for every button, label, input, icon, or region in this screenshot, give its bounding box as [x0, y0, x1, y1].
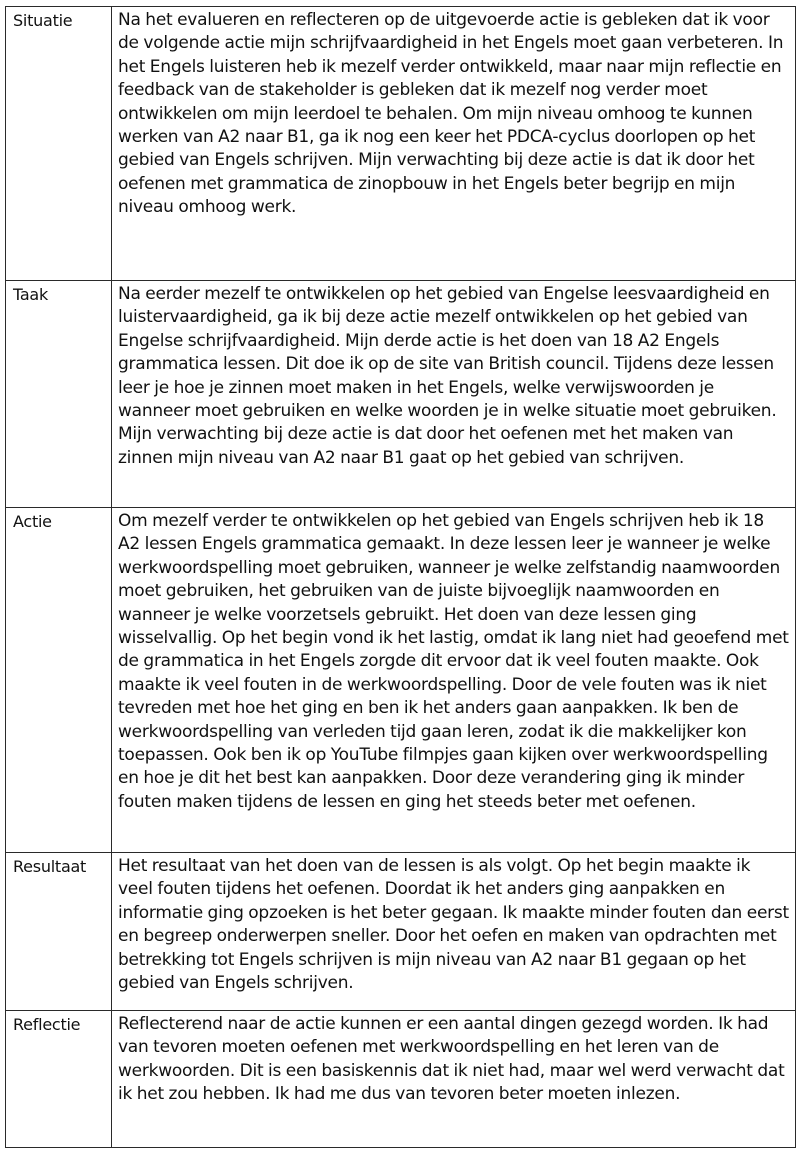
row-label-resultaat: Resultaat [6, 853, 112, 1011]
row-text-reflectie: Reflecterend naar de actie kunnen er een aantal dingen gezegd worden. Ik had van tevoren moeten oefenen met werkwoordspelling en het leren van de werkwoorden. Dit is een basiskennis dat ik niet had, maar wel werd verwacht dat ik het zou hebben. Ik had me dus van tevoren beter moeten inlezen. [112, 1011, 796, 1148]
row-label-actie: Actie [6, 508, 112, 853]
row-text-resultaat: Het resultaat van het doen van de lessen is als volgt. Op het begin maakte ik veel fouten tijdens het oefenen. Doordat ik het anders ging aanpakken en informatie ging opzoeken is het beter gegaan. Ik maakte minder fouten dan eerst en begreep onderwerpen sneller. Door het oefen en maken van opdrachten met betrekking tot Engels schrijven is mijn niveau van A2 naar B1 gegaan op het gebied van Engels schrijven. [112, 853, 796, 1011]
table-row-taak [6, 281, 796, 508]
row-label-reflectie: Reflectie [6, 1011, 112, 1148]
row-text-situatie: Na het evalueren en reflecteren op de uitgevoerde actie is gebleken dat ik voor de volgende actie mijn schrijfvaardigheid in het Engels moet gaan verbeteren. In het Engels luisteren heb ik mezelf verder ontwikkeld, maar naar mijn reflectie en feedback van de stakeholder is gebleken dat ik mezelf nog verder moet ontwikkelen om mijn leerdoel te behalen. Om mijn niveau omhoog te kunnen werken van A2 naar B1, ga ik nog een keer het PDCA-cyclus doorlopen op het gebied van Engels schrijven. Mijn verwachting bij deze actie is dat ik door het oefenen met grammatica de zinopbouw in het Engels beter begrijp en mijn niveau omhoog werk. [112, 7, 796, 281]
reflection-table [5, 6, 796, 1148]
row-text-taak: Na eerder mezelf te ontwikkelen op het gebied van Engelse leesvaardigheid en luistervaardigheid, ga ik bij deze actie mezelf ontwikkelen op het gebied van Engelse schrijfvaardigheid. Mijn derde actie is het doen van 18 A2 Engels grammatica lessen. Dit doe ik op de site van British council. Tijdens deze lessen leer je hoe je zinnen moet maken in het Engels, welke verwijswoorden je wanneer moet gebruiken en welke woorden je in welke situatie moet gebruiken. Mijn verwachting bij deze actie is dat door het oefenen met het maken van zinnen mijn niveau van A2 naar B1 gaat op het gebied van schrijven. [112, 281, 796, 508]
row-label-taak: Taak [6, 281, 112, 508]
table-row-situatie [6, 7, 796, 281]
table-row-actie [6, 508, 796, 853]
table-row-resultaat [6, 853, 796, 1011]
row-label-situatie: Situatie [6, 7, 112, 281]
table-row-reflectie [6, 1011, 796, 1148]
row-text-actie: Om mezelf verder te ontwikkelen op het gebied van Engels schrijven heb ik 18 A2 lessen Engels grammatica gemaakt. In deze lessen leer je wanneer je welke werkwoordspelling moet gebruiken, wanneer je welke zelfstandig naamwoorden moet gebruiken, het gebruiken van de juiste bijvoeglijk naamwoorden en wanneer je welke voorzetsels gebruikt. Het doen van deze lessen ging wisselvallig. Op het begin vond ik het lastig, omdat ik lang niet had geoefend met de grammatica in het Engels zorgde dit ervoor dat ik veel fouten maakte. Ook maakte ik veel fouten in de werkwoordspelling. Door de vele fouten was ik niet tevreden met hoe het ging en ben ik het anders gaan aanpakken. Ik ben de werkwoordspelling van verleden tijd gaan leren, zodat ik die makkelijker kon toepassen. Ook ben ik op YouTube filmpjes gaan kijken over werkwoordspelling en hoe je dit het best kan aanpakken. Door deze verandering ging ik minder fouten maken tijdens de lessen en ging het steeds beter met oefenen. [112, 508, 796, 853]
